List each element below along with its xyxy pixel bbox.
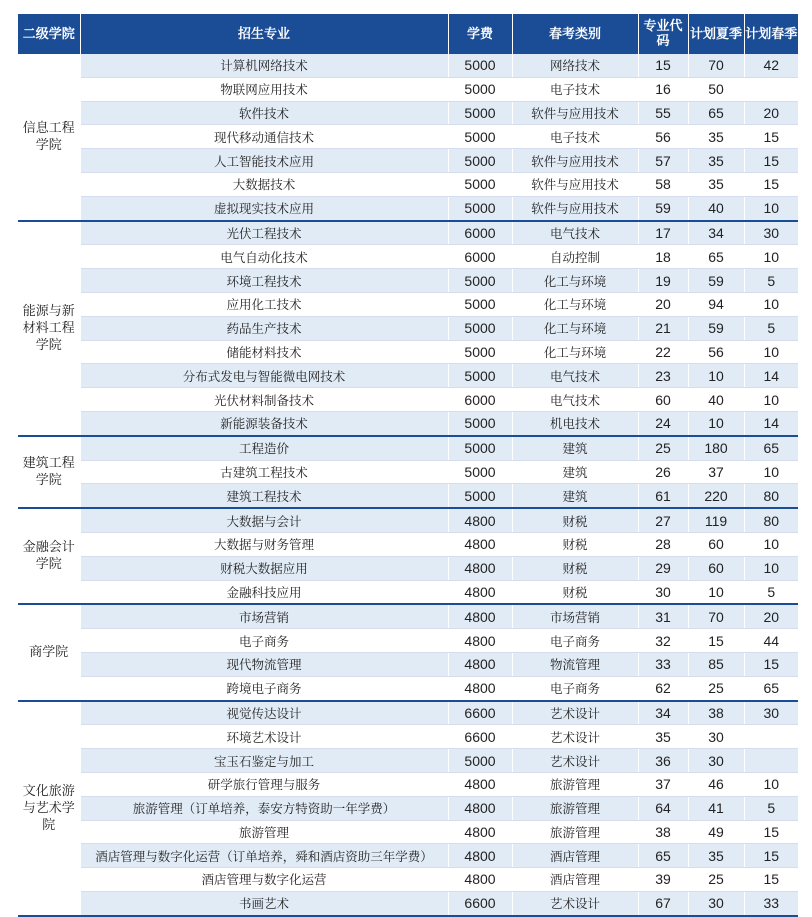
table-row: [18, 149, 798, 173]
table-row: [18, 868, 798, 892]
code-cell: 29: [638, 556, 688, 580]
major-cell: 现代物流管理: [80, 652, 448, 676]
category-cell: 物流管理: [512, 652, 638, 676]
fee-cell: 5000: [448, 364, 512, 388]
code-cell: 32: [638, 629, 688, 653]
major-cell: 分布式发电与智能微电网技术: [80, 364, 448, 388]
fee-cell: 6600: [448, 701, 512, 725]
spring-plan-cell: [744, 77, 798, 101]
fee-cell: 5000: [448, 77, 512, 101]
code-cell: 17: [638, 221, 688, 245]
major-cell: 计算机网络技术: [80, 54, 448, 77]
spring-plan-cell: 10: [744, 340, 798, 364]
major-cell: 工程造价: [80, 436, 448, 460]
table-row: [18, 364, 798, 388]
fee-cell: 4800: [448, 629, 512, 653]
fee-cell: 4800: [448, 604, 512, 628]
code-cell: 56: [638, 125, 688, 149]
header-category: 春考类别: [512, 14, 638, 54]
category-cell: 酒店管理: [512, 868, 638, 892]
category-cell: 电子商务: [512, 629, 638, 653]
summer-plan-cell: 94: [688, 292, 744, 316]
summer-plan-cell: 35: [688, 844, 744, 868]
table-row: [18, 436, 798, 460]
table-row: [18, 629, 798, 653]
spring-plan-cell: 5: [744, 269, 798, 293]
spring-plan-cell: [744, 749, 798, 773]
spring-plan-cell: 5: [744, 316, 798, 340]
spring-plan-cell: 10: [744, 532, 798, 556]
category-cell: 电子技术: [512, 77, 638, 101]
fee-cell: 4800: [448, 532, 512, 556]
major-cell: 宝玉石鉴定与加工: [80, 749, 448, 773]
summer-plan-cell: 59: [688, 316, 744, 340]
summer-plan-cell: 49: [688, 820, 744, 844]
fee-cell: 4800: [448, 772, 512, 796]
summer-plan-cell: 34: [688, 221, 744, 245]
summer-plan-cell: 40: [688, 388, 744, 412]
summer-plan-cell: 35: [688, 125, 744, 149]
code-cell: 19: [638, 269, 688, 293]
major-cell: 建筑工程技术: [80, 484, 448, 508]
category-cell: 软件与应用技术: [512, 101, 638, 125]
header-code: 专业代码: [638, 14, 688, 54]
code-cell: 36: [638, 749, 688, 773]
spring-plan-cell: 14: [744, 364, 798, 388]
summer-plan-cell: 60: [688, 532, 744, 556]
fee-cell: 4800: [448, 508, 512, 532]
table-row: [18, 77, 798, 101]
category-cell: 艺术设计: [512, 725, 638, 749]
code-cell: 58: [638, 172, 688, 196]
summer-plan-cell: 60: [688, 556, 744, 580]
code-cell: 21: [638, 316, 688, 340]
category-cell: 电气技术: [512, 388, 638, 412]
major-cell: 药品生产技术: [80, 316, 448, 340]
code-cell: 16: [638, 77, 688, 101]
summer-plan-cell: 15: [688, 629, 744, 653]
table-row: [18, 196, 798, 220]
summer-plan-cell: 10: [688, 411, 744, 435]
spring-plan-cell: 10: [744, 556, 798, 580]
spring-plan-cell: 30: [744, 221, 798, 245]
fee-cell: 5000: [448, 340, 512, 364]
table-row: [18, 54, 798, 77]
spring-plan-cell: [744, 725, 798, 749]
summer-plan-cell: 30: [688, 749, 744, 773]
summer-plan-cell: 25: [688, 868, 744, 892]
code-cell: 26: [638, 460, 688, 484]
spring-plan-cell: 10: [744, 772, 798, 796]
major-cell: 现代移动通信技术: [80, 125, 448, 149]
table-row: [18, 580, 798, 604]
summer-plan-cell: 70: [688, 54, 744, 77]
fee-cell: 4800: [448, 844, 512, 868]
fee-cell: 5000: [448, 316, 512, 340]
table-row: [18, 101, 798, 125]
summer-plan-cell: 56: [688, 340, 744, 364]
summer-plan-cell: 30: [688, 891, 744, 915]
major-cell: 大数据与财务管理: [80, 532, 448, 556]
category-cell: 自动控制: [512, 245, 638, 269]
major-cell: 旅游管理（订单培养，泰安方特资助一年学费）: [80, 796, 448, 820]
code-cell: 24: [638, 411, 688, 435]
spring-plan-cell: 15: [744, 172, 798, 196]
fee-cell: 5000: [448, 436, 512, 460]
fee-cell: 6000: [448, 245, 512, 269]
fee-cell: 5000: [448, 484, 512, 508]
major-cell: 环境艺术设计: [80, 725, 448, 749]
summer-plan-cell: 65: [688, 101, 744, 125]
category-cell: 艺术设计: [512, 749, 638, 773]
fee-cell: 5000: [448, 101, 512, 125]
major-cell: 研学旅行管理与服务: [80, 772, 448, 796]
fee-cell: 5000: [448, 411, 512, 435]
code-cell: 61: [638, 484, 688, 508]
fee-cell: 4800: [448, 556, 512, 580]
code-cell: 62: [638, 676, 688, 700]
major-cell: 市场营销: [80, 604, 448, 628]
code-cell: 38: [638, 820, 688, 844]
spring-plan-cell: 80: [744, 508, 798, 532]
table-row: [18, 725, 798, 749]
major-cell: 物联网应用技术: [80, 77, 448, 101]
category-cell: 网络技术: [512, 54, 638, 77]
summer-plan-cell: 65: [688, 245, 744, 269]
code-cell: 22: [638, 340, 688, 364]
category-cell: 化工与环境: [512, 340, 638, 364]
spring-plan-cell: 20: [744, 101, 798, 125]
code-cell: 57: [638, 149, 688, 173]
table-row: [18, 772, 798, 796]
category-cell: 酒店管理: [512, 844, 638, 868]
fee-cell: 5000: [448, 172, 512, 196]
major-cell: 大数据与会计: [80, 508, 448, 532]
fee-cell: 6000: [448, 388, 512, 412]
spring-plan-cell: 30: [744, 701, 798, 725]
code-cell: 30: [638, 580, 688, 604]
summer-plan-cell: 180: [688, 436, 744, 460]
fee-cell: 5000: [448, 125, 512, 149]
category-cell: 电气技术: [512, 364, 638, 388]
spring-plan-cell: 42: [744, 54, 798, 77]
table-row: [18, 556, 798, 580]
table-row: [18, 652, 798, 676]
major-cell: 大数据技术: [80, 172, 448, 196]
category-cell: 建筑: [512, 460, 638, 484]
summer-plan-cell: 10: [688, 580, 744, 604]
major-cell: 电子商务: [80, 629, 448, 653]
summer-plan-cell: 85: [688, 652, 744, 676]
code-cell: 67: [638, 891, 688, 915]
summer-plan-cell: 30: [688, 725, 744, 749]
summer-plan-cell: 46: [688, 772, 744, 796]
major-cell: 金融科技应用: [80, 580, 448, 604]
code-cell: 34: [638, 701, 688, 725]
code-cell: 27: [638, 508, 688, 532]
fee-cell: 5000: [448, 292, 512, 316]
category-cell: 旅游管理: [512, 820, 638, 844]
spring-plan-cell: 15: [744, 652, 798, 676]
table-row: [18, 245, 798, 269]
spring-plan-cell: 15: [744, 868, 798, 892]
major-cell: 视觉传达设计: [80, 701, 448, 725]
spring-plan-cell: 15: [744, 820, 798, 844]
fee-cell: 6600: [448, 725, 512, 749]
fee-cell: 4800: [448, 580, 512, 604]
fee-cell: 4800: [448, 796, 512, 820]
category-cell: 旅游管理: [512, 772, 638, 796]
spring-plan-cell: 44: [744, 629, 798, 653]
table-row: [18, 676, 798, 700]
category-cell: 化工与环境: [512, 269, 638, 293]
table-row: [18, 604, 798, 628]
summer-plan-cell: 70: [688, 604, 744, 628]
category-cell: 电子技术: [512, 125, 638, 149]
major-cell: 酒店管理与数字化运营（订单培养，舜和酒店资助三年学费）: [80, 844, 448, 868]
major-cell: 书画艺术: [80, 891, 448, 915]
code-cell: 31: [638, 604, 688, 628]
table-row: [18, 460, 798, 484]
category-cell: 化工与环境: [512, 292, 638, 316]
code-cell: 39: [638, 868, 688, 892]
summer-plan-cell: 35: [688, 149, 744, 173]
category-cell: 化工与环境: [512, 316, 638, 340]
spring-plan-cell: 15: [744, 125, 798, 149]
table-row: [18, 749, 798, 773]
category-cell: 电子商务: [512, 676, 638, 700]
major-cell: 旅游管理: [80, 820, 448, 844]
code-cell: 65: [638, 844, 688, 868]
summer-plan-cell: 50: [688, 77, 744, 101]
enrollment-table: [18, 14, 798, 917]
table-row: [18, 340, 798, 364]
table-row: [18, 484, 798, 508]
table-row: [18, 172, 798, 196]
table-row: [18, 701, 798, 725]
major-cell: 新能源装备技术: [80, 411, 448, 435]
category-cell: 市场营销: [512, 604, 638, 628]
header-major: 招生专业: [80, 14, 448, 54]
college-name-cell: 能源与新材料工程学院: [18, 221, 80, 436]
spring-plan-cell: 65: [744, 436, 798, 460]
college-name-cell: 信息工程学院: [18, 54, 80, 221]
code-cell: 20: [638, 292, 688, 316]
summer-plan-cell: 10: [688, 364, 744, 388]
fee-cell: 4800: [448, 652, 512, 676]
header-summer: 计划夏季: [688, 14, 744, 54]
category-cell: 电气技术: [512, 221, 638, 245]
spring-plan-cell: 10: [744, 460, 798, 484]
table-row: [18, 269, 798, 293]
category-cell: 建筑: [512, 484, 638, 508]
category-cell: 财税: [512, 508, 638, 532]
table-row: [18, 388, 798, 412]
code-cell: 37: [638, 772, 688, 796]
fee-cell: 6000: [448, 221, 512, 245]
code-cell: 55: [638, 101, 688, 125]
category-cell: 建筑: [512, 436, 638, 460]
code-cell: 18: [638, 245, 688, 269]
summer-plan-cell: 41: [688, 796, 744, 820]
code-cell: 64: [638, 796, 688, 820]
summer-plan-cell: 40: [688, 196, 744, 220]
fee-cell: 5000: [448, 54, 512, 77]
category-cell: 旅游管理: [512, 796, 638, 820]
table-row: [18, 508, 798, 532]
fee-cell: 6600: [448, 891, 512, 915]
summer-plan-cell: 220: [688, 484, 744, 508]
fee-cell: 4800: [448, 820, 512, 844]
spring-plan-cell: 10: [744, 245, 798, 269]
major-cell: 人工智能技术应用: [80, 149, 448, 173]
table-row: [18, 891, 798, 915]
header-fee: 学费: [448, 14, 512, 54]
fee-cell: 5000: [448, 196, 512, 220]
summer-plan-cell: 35: [688, 172, 744, 196]
code-cell: 25: [638, 436, 688, 460]
table-row: [18, 844, 798, 868]
major-cell: 储能材料技术: [80, 340, 448, 364]
major-cell: 应用化工技术: [80, 292, 448, 316]
summer-plan-cell: 25: [688, 676, 744, 700]
table-body: [18, 54, 798, 916]
table-header-row: [18, 14, 798, 54]
fee-cell: 5000: [448, 460, 512, 484]
summer-plan-cell: 38: [688, 701, 744, 725]
major-cell: 酒店管理与数字化运营: [80, 868, 448, 892]
table-row: [18, 125, 798, 149]
summer-plan-cell: 37: [688, 460, 744, 484]
code-cell: 33: [638, 652, 688, 676]
spring-plan-cell: 65: [744, 676, 798, 700]
fee-cell: 5000: [448, 269, 512, 293]
summer-plan-cell: 119: [688, 508, 744, 532]
major-cell: 跨境电子商务: [80, 676, 448, 700]
code-cell: 59: [638, 196, 688, 220]
college-name-cell: 商学院: [18, 604, 80, 700]
category-cell: 机电技术: [512, 411, 638, 435]
major-cell: 古建筑工程技术: [80, 460, 448, 484]
spring-plan-cell: 15: [744, 844, 798, 868]
fee-cell: 5000: [448, 149, 512, 173]
code-cell: 35: [638, 725, 688, 749]
fee-cell: 4800: [448, 868, 512, 892]
category-cell: 软件与应用技术: [512, 172, 638, 196]
code-cell: 23: [638, 364, 688, 388]
spring-plan-cell: 10: [744, 196, 798, 220]
header-college: 二级学院: [18, 14, 80, 54]
spring-plan-cell: 10: [744, 292, 798, 316]
summer-plan-cell: 59: [688, 269, 744, 293]
enrollment-table-container: [18, 14, 798, 917]
college-name-cell: 文化旅游与艺术学院: [18, 701, 80, 916]
category-cell: 艺术设计: [512, 701, 638, 725]
spring-plan-cell: 33: [744, 891, 798, 915]
code-cell: 15: [638, 54, 688, 77]
fee-cell: 4800: [448, 676, 512, 700]
table-row: [18, 411, 798, 435]
code-cell: 60: [638, 388, 688, 412]
category-cell: 财税: [512, 532, 638, 556]
major-cell: 光伏工程技术: [80, 221, 448, 245]
spring-plan-cell: 5: [744, 796, 798, 820]
major-cell: 软件技术: [80, 101, 448, 125]
table-row: [18, 532, 798, 556]
college-name-cell: 金融会计学院: [18, 508, 80, 604]
code-cell: 28: [638, 532, 688, 556]
major-cell: 财税大数据应用: [80, 556, 448, 580]
spring-plan-cell: 10: [744, 388, 798, 412]
major-cell: 光伏材料制备技术: [80, 388, 448, 412]
category-cell: 软件与应用技术: [512, 196, 638, 220]
table-row: [18, 820, 798, 844]
header-spring: 计划春季: [744, 14, 798, 54]
fee-cell: 5000: [448, 749, 512, 773]
table-row: [18, 292, 798, 316]
spring-plan-cell: 80: [744, 484, 798, 508]
category-cell: 财税: [512, 556, 638, 580]
major-cell: 电气自动化技术: [80, 245, 448, 269]
spring-plan-cell: 5: [744, 580, 798, 604]
spring-plan-cell: 20: [744, 604, 798, 628]
major-cell: 环境工程技术: [80, 269, 448, 293]
spring-plan-cell: 15: [744, 149, 798, 173]
table-row: [18, 796, 798, 820]
major-cell: 虚拟现实技术应用: [80, 196, 448, 220]
category-cell: 软件与应用技术: [512, 149, 638, 173]
category-cell: 艺术设计: [512, 891, 638, 915]
table-row: [18, 316, 798, 340]
table-row: [18, 221, 798, 245]
spring-plan-cell: 14: [744, 411, 798, 435]
category-cell: 财税: [512, 580, 638, 604]
college-name-cell: 建筑工程学院: [18, 436, 80, 508]
